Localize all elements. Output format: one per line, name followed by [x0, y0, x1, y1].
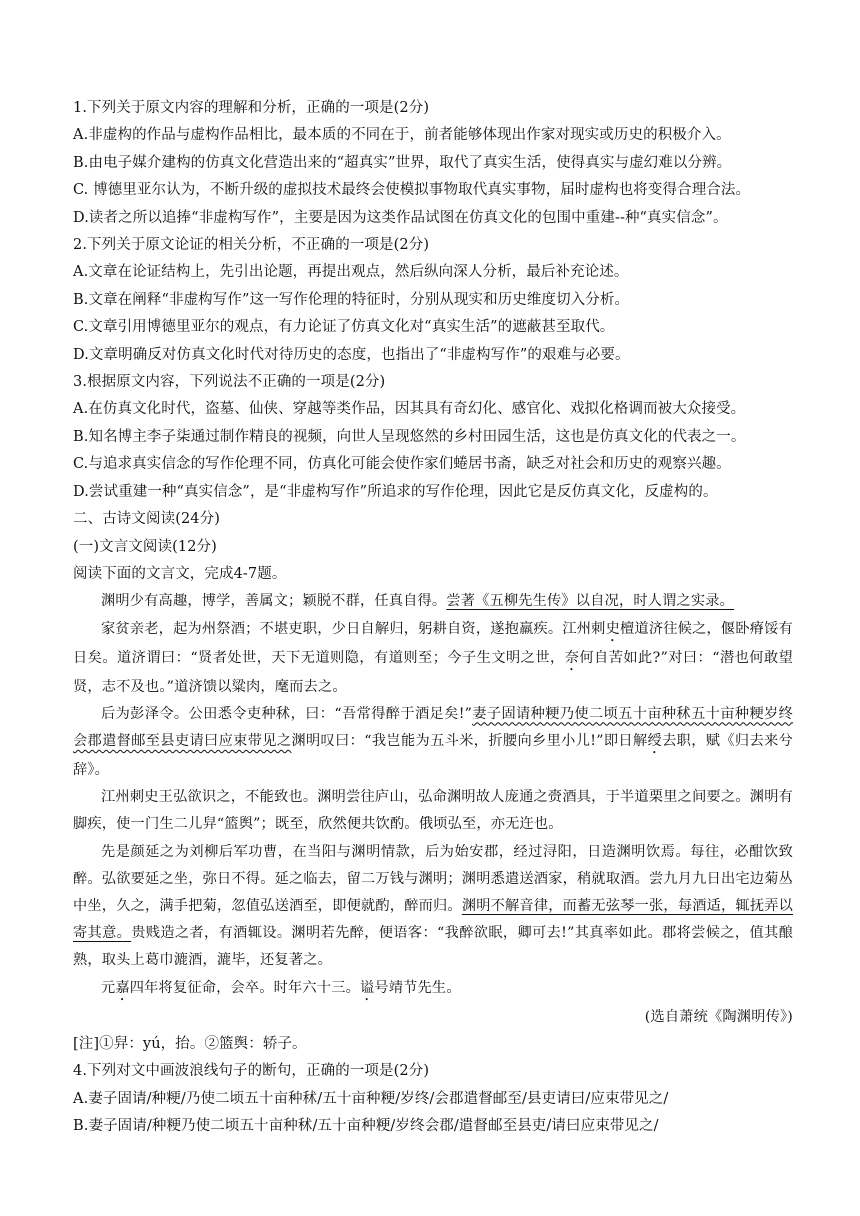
dotted-char-jia: 嘉 [115, 979, 130, 996]
passage-p2-text-c: 何自苦如此?”对曰：“潜也何敢望贤，志不及也。”道济馈以粱肉，麾而去之。 [73, 649, 793, 695]
passage-p2-text-b: 檀道济往候之，偃卧瘠馁有日矣。道济谓曰：“贤者处世，天下无道则隐，有道则至；今子生文明之世， [73, 620, 793, 666]
passage-p5-text-a: 先是颜延之为刘柳后军功曹，在当阳与渊明情款，后为始安郡，经过浔阳，日造渊明饮焉。每往，必酣饮致醉。弘欲要延之坐，弥日不得。延之临去，留二万钱与渊明；渊明悉遣送酒家，稍就取酒。尝九月九日出宅边菊丛中坐，久之，满手把菊，忽值弘送酒至，即便就酌，醉而归。 [73, 843, 793, 914]
passage-paragraph-2 [73, 616, 793, 701]
passage-p3-text-a: 后为彭泽令。公田悉令吏种秫，曰：“吾常得醉于酒足矣!” [101, 705, 473, 722]
dotted-char-shou: 绶 [647, 732, 663, 749]
passage-p3-text-c: 去职，赋《归去来兮辞》。 [73, 732, 793, 778]
question-2-stem: 2.下列关于原文论证的相关分析，不正确的一项是(2分) [73, 237, 430, 254]
question-3-stem: 3.根据原文内容，下列说法不正确的一项是(2分) [73, 374, 386, 391]
question-1-option-a: A.非虚构的作品与虚构作品相比，最本质的不同在于，前者能够体现出作家对现实或历史的积极介入。 [73, 127, 731, 144]
question-4-option-a: A.妻子固请/种粳/乃使二顷五十亩种秫/五十亩种粳/岁终/会郡遣督邮至/县吏请曰/应束带见之/ [73, 1090, 669, 1107]
underlined-sentence-1: 尝著《五柳先生传》以自况，时人谓之实录。 [446, 593, 735, 610]
wavy-underlined-sentence: 妻子固请种粳乃使二顷五十亩种秫五十亩种粳岁终会郡遣督邮至县吏请曰应束带见之 [73, 705, 794, 749]
page-content [73, 95, 793, 1140]
passage-source: (选自萧统《陶渊明传》) [644, 1008, 793, 1025]
passage-p6-text-a: 元 [101, 979, 116, 996]
question-1-option-d: D.读者之所以追捧“非虚构写作”，主要是因为这类作品试图在仿真文化的包围中重建--种“真实信念”。 [73, 209, 728, 226]
question-4-option-b: B.妻子固请/种粳乃使二顷五十亩种秫/五十亩种粳/岁终会郡/遣督邮至县吏/请曰应束带见之/ [73, 1117, 659, 1134]
question-3-option-a: A.在仿真文化时代，盗墓、仙侠、穿越等类作品，因其具有奇幻化、感官化、戏拟化格调而被大众接受。 [73, 401, 746, 418]
passage-p3-text-b: 渊明叹曰：“我岂能为五斗米，折腰向乡里小儿!”即日解 [291, 732, 648, 749]
passage-p5-text-b: 贵贱造之者，有酒辄设。渊明若先醉，便语客：“我醉欲眠，卿可去!”其真率如此。郡将尝候之，值其酿熟，取头上葛巾漉酒，漉毕，还复著之。 [73, 925, 793, 969]
passage-p1-text: 渊明少有高趣，博学，善属文；颖脱不群，任真自得。 [101, 593, 447, 610]
question-3-option-c: C.与追求真实信念的写作伦理不同，仿真化可能会使作家们蜷居书斋，缺乏对社会和历史的观察兴趣。 [73, 456, 731, 473]
dotted-char-nai: 奈 [564, 649, 580, 666]
dotted-char-shi-2: 谥 [359, 979, 375, 996]
question-3-option-b: B.知名博主李子柒通过制作精良的视频，向世人呈现悠然的乡村田园生活，这也是仿真文化的代表之一。 [73, 428, 746, 445]
passage-paragraph-1 [73, 588, 793, 615]
dotted-char-shi: 史 [605, 620, 621, 637]
subsection-heading: (一)文言文阅读(12分) [73, 538, 217, 555]
question-2-option-b: B.文章在阐释“非虚构写作”这一写作伦理的特征时，分别从现实和历史维度切入分析。 [73, 291, 630, 308]
passage-p6-text-c: 号靖节先生。 [374, 979, 461, 996]
passage-paragraph-3 [73, 701, 793, 784]
question-1-option-b: B.由电子媒介建构的仿真文化营造出来的“超真实”世界，取代了真实生活，使得真实与虚幻难以分辨。 [73, 154, 732, 171]
annotation-notes: [注]①舁：yú，抬。②篮舆：轿子。 [73, 1035, 307, 1052]
question-3-option-d: D.尝试重建一种“真实信念”，是“非虚构写作”所追求的写作伦理，因此它是反仿真文化，反虚构的。 [73, 483, 718, 500]
passage-p2-text-a: 家贫亲老，起为州祭酒；不堪吏职，少日自解归，躬耕自资，遂抱羸疾。江州刺 [101, 620, 606, 637]
underlined-sentence-2: 渊明不解音律，而蓄无弦琴一张，每酒适，辄抚弄以寄其意。 [73, 897, 794, 942]
question-1-option-c: C. 博德里亚尔认为，不断升级的虚拟技术最终会使模拟事物取代真实事物，届时虚构也将变得合理合法。 [73, 182, 751, 199]
passage-paragraph-6 [73, 975, 793, 1004]
question-2-option-c: C.文章引用博德里亚尔的观点，有力论证了仿真文化对“真实生活”的遮蔽甚至取代。 [73, 319, 615, 336]
reading-instruction: 阅读下面的文言文，完成4-7题。 [73, 565, 287, 582]
question-1-stem: 1.下列关于原文内容的理解和分析，正确的一项是(2分) [73, 100, 430, 116]
question-2-option-d: D.文章明确反对仿真文化时代对待历史的态度，也指出了“非虚构写作”的艰难与必要。 [73, 346, 630, 363]
question-2-option-a: A.文章在论证结构上，先引出论题，再提出观点，然后纵向深人分析，最后补充论述。 [73, 264, 629, 281]
question-4-stem: 4.下列对文中画波浪线句子的断句，正确的一项是(2分) [73, 1063, 430, 1080]
passage-paragraph-4: 江州刺史王弘欲识之，不能致也。渊明尝往庐山，弘命渊明故人庞通之赍酒具，于半道栗里之间要之。渊明有脚疾，使一门生二儿舁“篮舆”；既至，欣然便共饮酌。俄顷弘至，亦无迕也。 [73, 789, 793, 833]
passage-p6-text-b: 四年将复征命，会卒。时年六十三。 [129, 979, 360, 996]
passage-paragraph-5 [73, 839, 793, 975]
section-heading: 二、古诗文阅读(24分) [73, 511, 220, 528]
